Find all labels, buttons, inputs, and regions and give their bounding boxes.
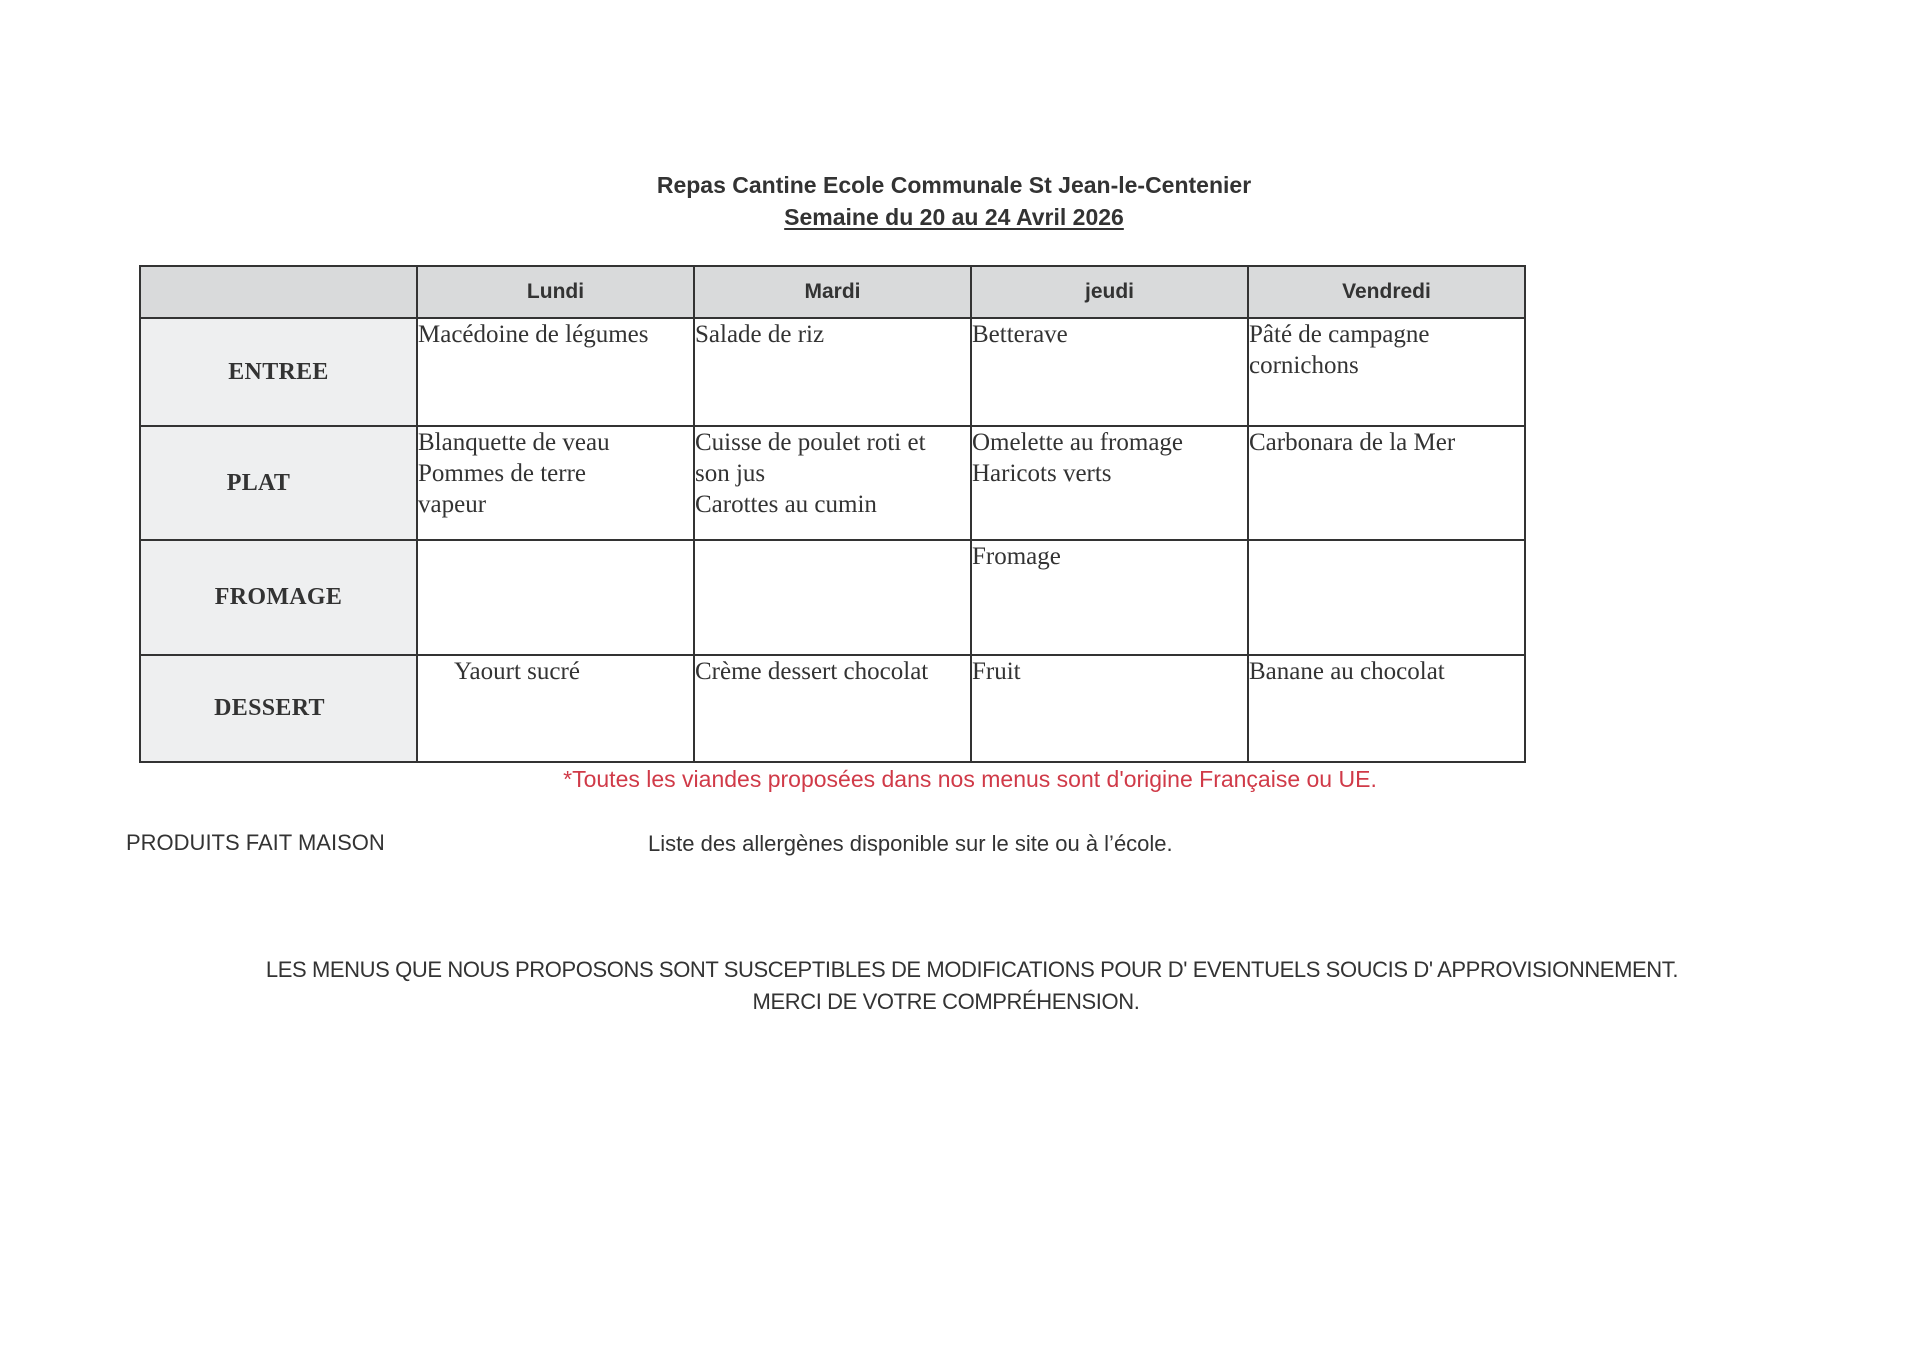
dish-line: Cuisse de poulet roti et [695, 429, 926, 456]
menu-cell [694, 318, 971, 426]
dish-line: Salade de riz [695, 321, 825, 348]
day-header-mardi: Mardi [694, 266, 971, 318]
meat-origin-note: *Toutes les viandes proposées dans nos menus sont d'origine Française ou UE. [563, 766, 1377, 792]
dish-line: Carbonara de la Mer [1249, 429, 1456, 456]
row-label-text: FROMAGE [214, 584, 343, 610]
dish-line: Banane au chocolat [1249, 658, 1445, 685]
dish-line: Fruit [972, 658, 1021, 685]
dish-line: Yaourt sucré [454, 658, 580, 685]
menu-cell-empty [694, 540, 971, 655]
dish-line: son jus [695, 460, 766, 487]
dish-line: Omelette au fromage [972, 429, 1184, 456]
menu-table [139, 265, 1526, 763]
row-label-text: DESSERT [214, 695, 325, 721]
day-header-jeudi: jeudi [971, 266, 1248, 318]
dish-line: Fromage [972, 543, 1061, 570]
menu-cell [694, 426, 971, 540]
allergen-note: Liste des allergènes disponible sur le site ou à l’école. [648, 831, 1173, 856]
week-subtitle: Semaine du 20 au 24 Avril 2026 [784, 204, 1124, 230]
menu-cell [1248, 318, 1525, 426]
dish-line: Haricots verts [972, 460, 1112, 487]
row-label-dessert [140, 655, 417, 762]
menu-cell [1248, 426, 1525, 540]
document-title: Repas Cantine Ecole Communale St Jean-le-Centenier [656, 172, 1252, 198]
menu-cell [971, 426, 1248, 540]
dish-line: vapeur [418, 491, 487, 518]
header-row [140, 266, 1525, 318]
table-row-fromage [140, 540, 1525, 655]
menu-cell [417, 655, 694, 762]
dish-line: Macédoine de légumes [418, 321, 649, 348]
dish-line: Pommes de terre [418, 460, 587, 487]
table-row-plat [140, 426, 1525, 540]
menu-cell [694, 655, 971, 762]
table-row-dessert [140, 655, 1525, 762]
homemade-label: PRODUITS FAIT MAISON [126, 830, 385, 855]
row-label-fromage [140, 540, 417, 655]
modification-notice: LES MENUS QUE NOUS PROPOSONS SONT SUSCEPTIBLES DE MODIFICATIONS POUR D' EVENTUELS SOUCIS D' APPROVISIONNEMENT. [265, 957, 1679, 982]
dish-line: Blanquette de veau [418, 429, 610, 456]
dish-line: Betterave [972, 321, 1068, 348]
corner-cell [140, 266, 417, 318]
menu-cell [971, 318, 1248, 426]
menu-cell [417, 318, 694, 426]
menu-cell [971, 655, 1248, 762]
row-label-entree [140, 318, 417, 426]
dish-line: Carottes au cumin [695, 491, 877, 518]
menu-cell-empty [1248, 540, 1525, 655]
dish-line: Crème dessert chocolat [695, 658, 929, 685]
menu-cell [1248, 655, 1525, 762]
thanks-notice: MERCI DE VOTRE COMPRÉHENSION. [752, 989, 1140, 1014]
menu-cell [417, 426, 694, 540]
row-label-text: ENTREE [228, 358, 329, 385]
menu-cell [971, 540, 1248, 655]
menu-cell-empty [417, 540, 694, 655]
dish-line: Pâté de campagne [1249, 321, 1430, 348]
row-label-text: PLAT [226, 469, 291, 496]
day-header-vendredi: Vendredi [1248, 266, 1525, 318]
day-header-lundi: Lundi [417, 266, 694, 318]
row-label-plat [140, 426, 417, 540]
table-row-entree [140, 318, 1525, 426]
dish-line: cornichons [1249, 352, 1359, 379]
